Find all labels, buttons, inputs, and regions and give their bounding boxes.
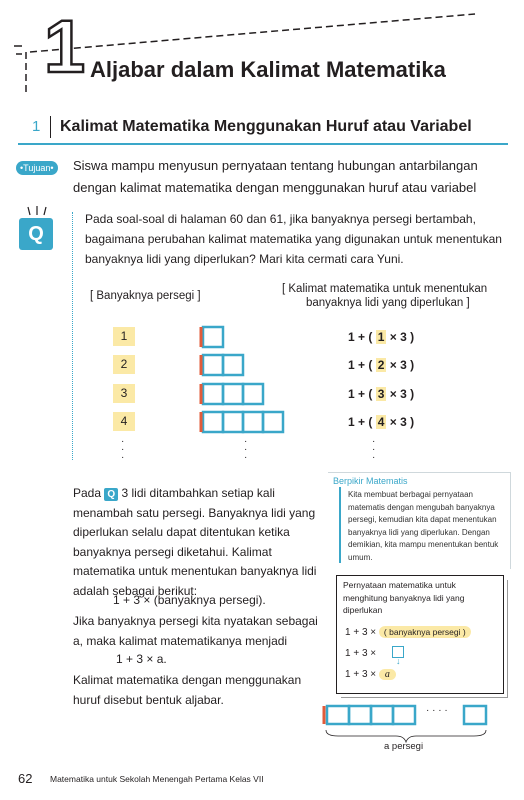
berpikir-left-bar xyxy=(339,487,341,563)
formula-row-3: 1 + ( 3 × 3 ) xyxy=(348,387,415,401)
squares-row-2 xyxy=(201,355,243,375)
squares-row-4 xyxy=(201,412,283,432)
question-icon-label: Q xyxy=(28,223,44,245)
row-number-2: 2 xyxy=(113,355,135,374)
question-sparkle-icon xyxy=(26,205,48,217)
formula-row-1: 1 + ( 1 × 3 ) xyxy=(348,330,415,344)
table-right-header-line2: banyaknya lidi yang diperlukan ] xyxy=(306,297,470,309)
row-number-1: 1 xyxy=(113,327,135,346)
body-para-3: Kalimat matematika dengan menggunakan huruf disebut bentuk aljabar. xyxy=(73,673,302,707)
body-para-2: Jika banyaknya persegi kita nyatakan sebagai a, maka kalimat matematikanya menjadi xyxy=(73,614,318,648)
bottom-dots: · · · · xyxy=(426,705,448,716)
question-icon xyxy=(19,218,53,250)
row-number-4: 4 xyxy=(113,412,135,431)
book-title: Matematika untuk Sekolah Menengah Pertama Kelas VII xyxy=(50,774,264,784)
page-number: 62 xyxy=(18,771,33,786)
side-line-3: 1 + 3 × a xyxy=(345,669,396,680)
dots-col-3: · · · xyxy=(372,436,376,463)
section-number: 1 xyxy=(32,118,41,135)
berpikir-text: Kita membuat berbagai pernyataan matematis dengan mengubah banyaknya persegi, kemudian kita dapat menentukan banyaknya lidi yang diperlukan. Dengan demikian, kita mampu menentukan bentuk umum. xyxy=(348,490,499,562)
squares-row-3 xyxy=(201,384,263,404)
side-line-1: 1 + 3 × ( banyaknya persegi ) xyxy=(345,627,471,638)
goal-text: Siswa mampu menyusun pernyataan tentang hubungan antarbilangan dengan kalimat matematika dengan menggunakan huruf atau variabel xyxy=(73,158,478,195)
formula-row-4: 1 + ( 4 × 3 ) xyxy=(348,415,415,429)
side-line-2: 1 + 3 × xyxy=(345,648,377,659)
side-chip: ( banyaknya persegi ) xyxy=(379,626,471,638)
stick-squares-figure xyxy=(195,322,305,442)
chapter-number: 1 xyxy=(44,5,86,88)
side-box-text: Pernyataan matematika untuk menghitung banyaknya lidi yang diperlukan xyxy=(343,580,465,615)
body-formula-2: 1 + 3 × a. xyxy=(116,652,167,666)
side-var-a: a xyxy=(379,669,396,680)
question-text: Pada soal-soal di halaman 60 dan 61, jika banyaknya persegi bertambah, bagaimana perubahan kalimat matematika yang digunakan untuk menentukan banyaknya lidi yang diperlukan? Mari kita cermati cara Yuni. xyxy=(85,212,502,266)
question-dotted-line xyxy=(72,212,73,460)
goal-badge: •Tujuan• xyxy=(16,161,58,175)
chapter-title: Aljabar dalam Kalimat Matematika xyxy=(90,57,446,82)
section-divider xyxy=(50,116,51,138)
dots-col-2: · · · xyxy=(244,436,248,463)
side-arrow-icon: ↓ xyxy=(396,656,401,666)
table-left-header: [ Banyaknya persegi ] xyxy=(90,290,201,302)
berpikir-title: Berpikir Matematis xyxy=(333,476,408,486)
inline-q-icon: Q xyxy=(104,488,118,501)
section-title: Kalimat Matematika Menggunakan Huruf atau Variabel xyxy=(60,118,472,135)
table-right-header-line1: [ Kalimat matematika untuk menentukan xyxy=(282,283,488,295)
formula-row-2: 1 + ( 2 × 3 ) xyxy=(348,358,415,372)
squares-row-1 xyxy=(201,327,223,347)
row-number-3: 3 xyxy=(113,384,135,403)
body-formula-1: 1 + 3 × (banyaknya persegi). xyxy=(113,593,266,607)
dots-col-1: · · · xyxy=(121,436,125,463)
body-para-1: Pada Q 3 lidi ditambahkan setiap kali menambah satu persegi. Banyaknya lidi yang diperlukan selalu dapat ditentukan ketika banyaknya persegi diketahui. Kalimat matematika untuk menentukan banyaknya lidi adalah sebagai berikut: xyxy=(73,486,317,598)
bottom-label: a persegi xyxy=(384,741,424,752)
section-underline xyxy=(18,143,508,145)
